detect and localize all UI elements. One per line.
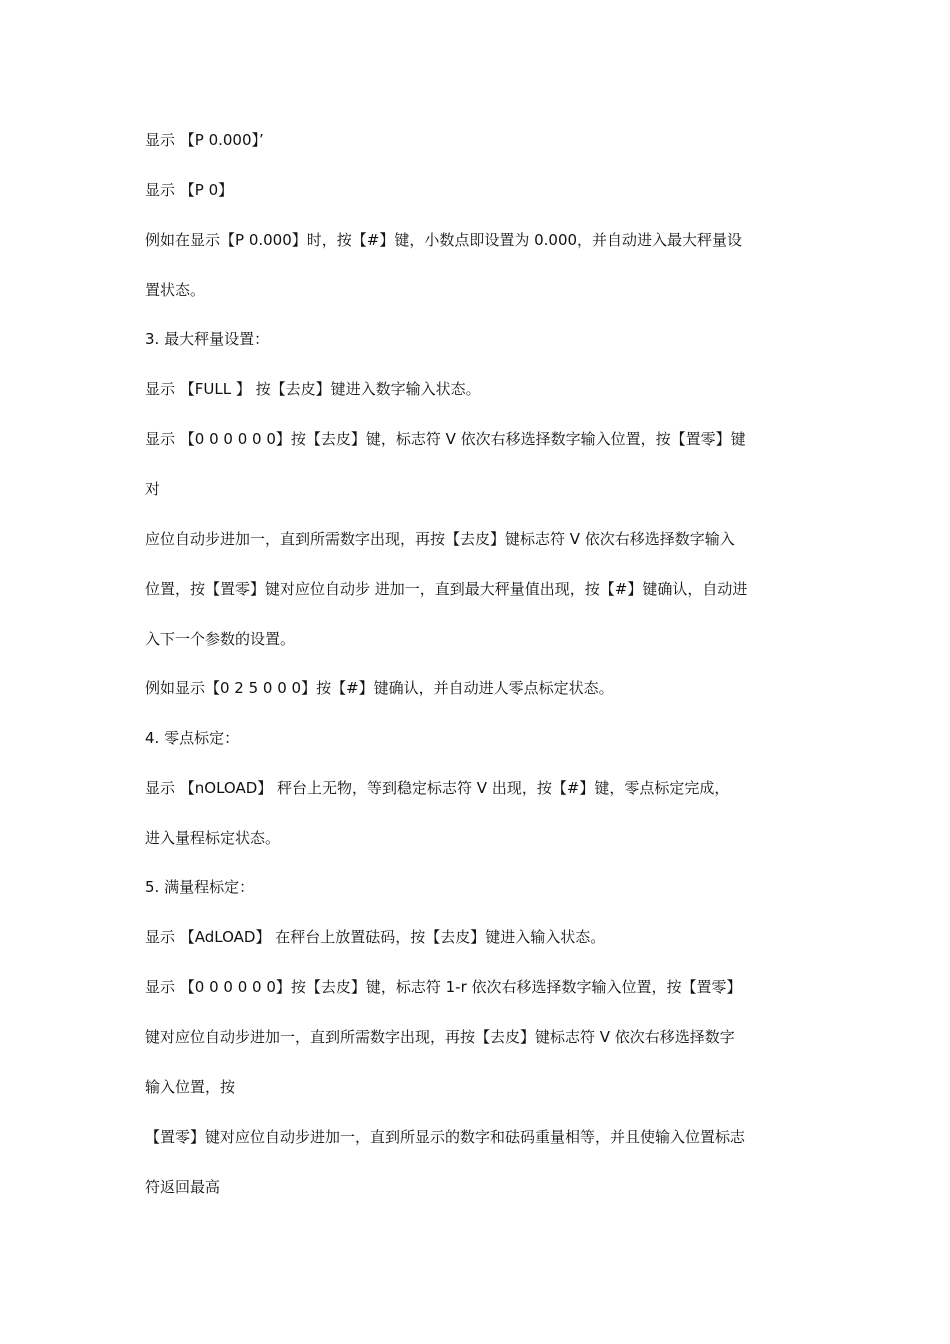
text-line-15: 进入量程标定状态。 [145, 829, 281, 847]
text-line-7: 显示 【0 0 0 0 0 0】按【去皮】键，标志符 V 依次右移选择数字输入位置，按【置零】键 [145, 430, 746, 448]
text-line-11: 入下一个参数的设置。 [145, 630, 296, 648]
section-heading-zero-calibration: 4. 零点标定： [145, 729, 240, 747]
text-line-14: 显示 【nOLOAD】 秤台上无物，等到稳定标志符 V 出现，按【#】键，零点标定完成， [145, 779, 730, 797]
text-line-8: 对 [145, 480, 161, 498]
text-line-10: 位置，按【置零】键对应位自动步 进加一，直到最大秤量值出现，按【#】键确认，自动进 [145, 580, 748, 598]
text-line-4: 置状态。 [145, 281, 206, 299]
text-line-22: 符返回最高 [145, 1178, 221, 1196]
section-heading-max-capacity: 3. 最大秤量设置： [145, 330, 270, 348]
text-line-21: 【置零】键对应位自动步进加一，直到所显示的数字和砝码重量相等，并且使输入位置标志 [145, 1128, 746, 1146]
text-line-2: 显示 【P 0】 [145, 181, 234, 199]
text-line-17: 显示 【AdLOAD】 在秤台上放置砝码，按【去皮】键进入输入状态。 [145, 928, 606, 946]
text-line-19: 键对应位自动步进加一，直到所需数字出现，再按【去皮】键标志符 V 依次右移选择数字 [145, 1028, 735, 1046]
text-line-20: 输入位置，按 [145, 1078, 236, 1096]
text-line-18: 显示 【0 0 0 0 0 0】按【去皮】键，标志符 1-r 依次右移选择数字输入位置，按【置零】 [145, 978, 742, 996]
text-line-3: 例如在显示【P 0.000】时，按【#】键，小数点即设置为 0.000，并自动进入最大秤量设 [145, 231, 743, 249]
text-line-6: 显示 【FULL 】 按【去皮】键进入数字输入状态。 [145, 380, 481, 398]
text-line-9: 应位自动步进加一，直到所需数字出现，再按【去皮】键标志符 V 依次右移选择数字输入 [145, 530, 735, 548]
text-line-12: 例如显示【0 2 5 0 0 0】按【#】键确认，并自动进人零点标定状态。 [145, 679, 614, 697]
section-heading-full-range-calibration: 5. 满量程标定： [145, 878, 255, 896]
text-line-1: 显示 【P 0.000】’ [145, 131, 264, 149]
